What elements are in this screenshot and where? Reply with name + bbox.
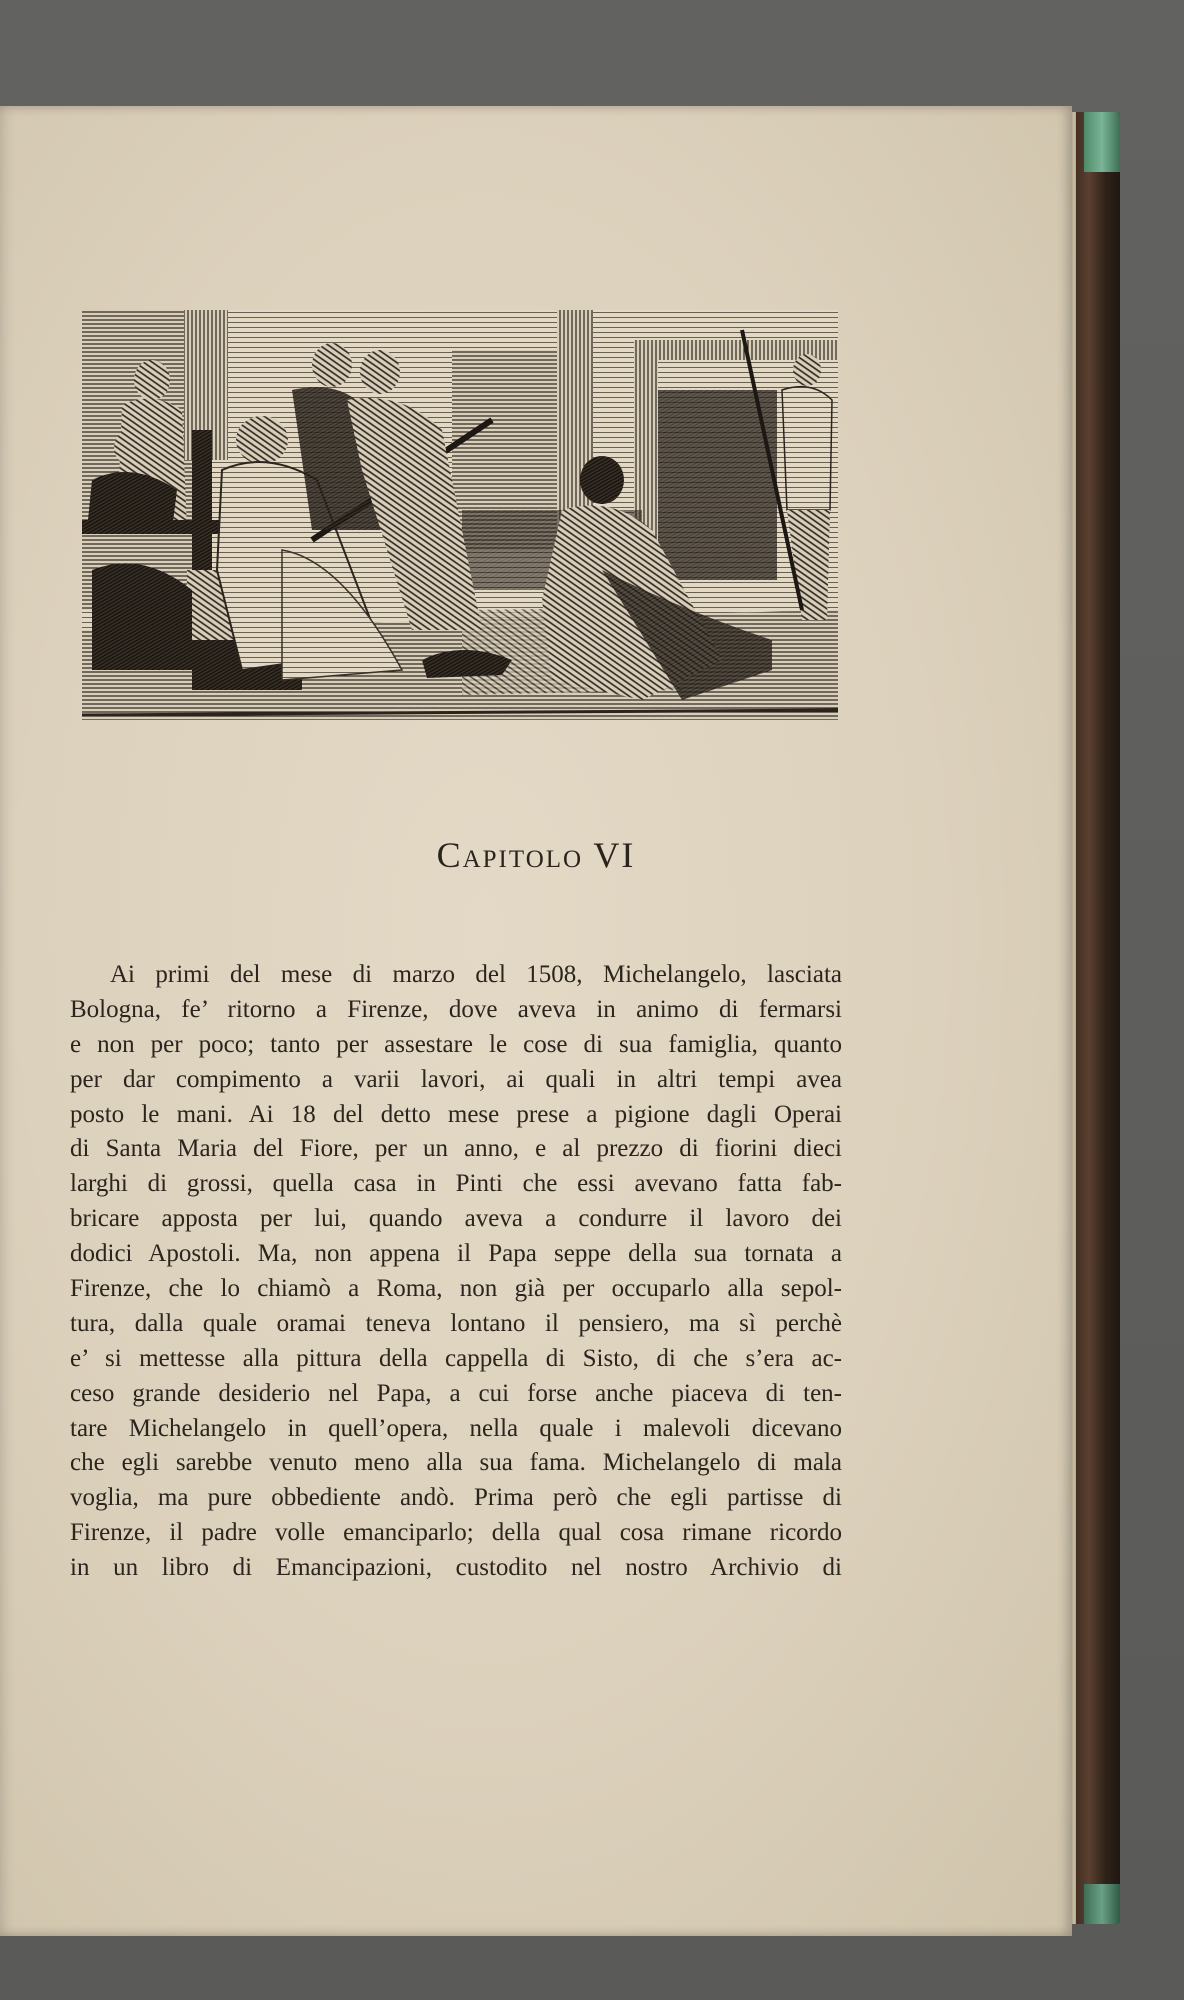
text-line: voglia, ma pure obbediente andò. Prima però che egli partisse di bbox=[70, 1484, 842, 1512]
engraving-illustration-icon bbox=[82, 310, 838, 720]
text-line: per dar compimento a varii lavori, ai quali in altri tempi avea bbox=[70, 1065, 842, 1093]
chapter-heading: Capitolo VI bbox=[436, 835, 636, 875]
body-paragraph bbox=[70, 958, 842, 1586]
text-line: e non per poco; tanto per assestare le cose di sua famiglia, quanto bbox=[70, 1030, 842, 1058]
text-line: dodici Apostoli. Ma, non appena il Papa seppe della sua tornata a bbox=[70, 1240, 842, 1268]
text-line: che egli sarebbe venuto meno alla sua fama. Michelangelo di mala bbox=[70, 1449, 842, 1477]
text-line: tare Michelangelo in quell’opera, nella quale i malevoli dicevano bbox=[70, 1414, 842, 1442]
text-line: posto le mani. Ai 18 del detto mese prese a pigione dagli Operai bbox=[70, 1100, 842, 1128]
text-line: e’ si mettesse alla pittura della cappella di Sisto, di che s’era ac- bbox=[70, 1344, 842, 1372]
cover-edge-bottom bbox=[1084, 1884, 1120, 1924]
text-line: bricare apposta per lui, quando aveva a condurre il lavoro dei bbox=[70, 1205, 842, 1233]
text-line: di Santa Maria del Fiore, per un anno, e al prezzo di fiorini dieci bbox=[70, 1135, 842, 1163]
text-line: Firenze, il padre volle emanciparlo; della qual cosa rimane ricordo bbox=[70, 1519, 842, 1547]
book-cover bbox=[1072, 112, 1120, 1924]
text-line: in un libro di Emancipazioni, custodito nel nostro Archivio di bbox=[70, 1554, 842, 1582]
book-page bbox=[0, 106, 1072, 1936]
text-line: larghi di grossi, quella casa in Pinti che essi avevano fatta fab- bbox=[70, 1170, 842, 1198]
text-line: tura, dalla quale oramai teneva lontano il pensiero, ma sì perchè bbox=[70, 1309, 842, 1337]
cover-edge-top bbox=[1084, 112, 1120, 172]
text-line: Firenze, che lo chiamò a Roma, non già per occuparlo alla sepol- bbox=[70, 1275, 842, 1303]
text-line: ceso grande desiderio nel Papa, a cui forse anche piaceva di ten- bbox=[70, 1379, 842, 1407]
text-line: Bologna, fe’ ritorno a Firenze, dove aveva in animo di fermarsi bbox=[70, 995, 842, 1023]
text-line: Ai primi del mese di marzo del 1508, Michelangelo, lasciata bbox=[110, 961, 842, 988]
engraving-illustration bbox=[82, 310, 838, 720]
